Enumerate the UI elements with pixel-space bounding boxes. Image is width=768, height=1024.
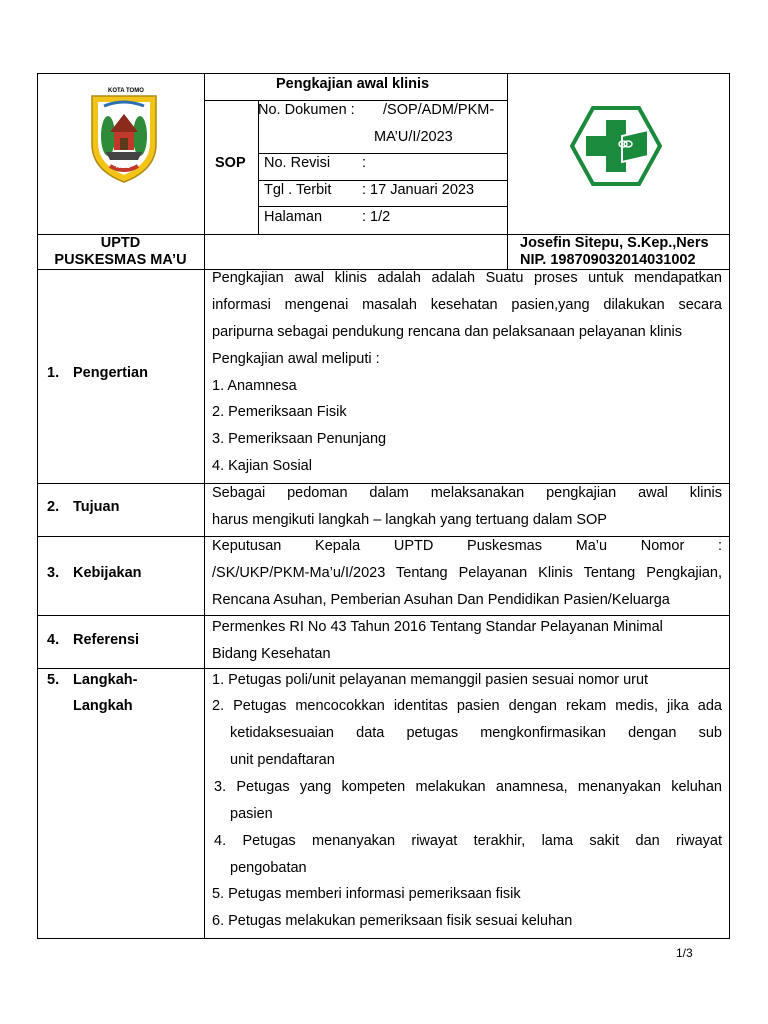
uptd-label: UPTD bbox=[100, 235, 141, 251]
step-2-line-2: ketidaksesuaian data petugas mengkonfirmasikan dengan sub bbox=[230, 725, 722, 741]
page-label: Halaman bbox=[264, 209, 323, 225]
step-6: 6. Petugas melakukan pemeriksaan fisik sesuai keluhan bbox=[212, 913, 573, 929]
doc-number-value-line1: /SOP/ADM/PKM- bbox=[383, 102, 495, 118]
section-5-title-line1: Langkah- bbox=[73, 672, 138, 688]
step-4-line-1: 4. Petugas menanyakan riwayat terakhir, lama sakit dan riwayat bbox=[214, 833, 722, 849]
section-1-title: Pengertian bbox=[73, 365, 148, 381]
revision-label: No. Revisi bbox=[264, 155, 331, 171]
kebijakan-line-2: /SK/UKP/PKM-Ma’u/I/2023 Tentang Pelayanan Klinis Tentang Pengkajian, bbox=[212, 565, 722, 581]
document-title: Pengkajian awal klinis bbox=[276, 76, 430, 92]
pengertian-item: 3. Pemeriksaan Penunjang bbox=[212, 431, 387, 447]
section-3-title: Kebijakan bbox=[73, 565, 142, 581]
emblem-text-bottom: NIAS bbox=[116, 164, 131, 170]
issue-date-value: : 17 Januari 2023 bbox=[362, 182, 475, 198]
pengertian-line-2: informasi mengenai masalah kesehatan pasien,yang dilakukan secara bbox=[212, 297, 722, 313]
section-2-number: 2. bbox=[47, 499, 60, 515]
pengertian-line-1: Pengkajian awal klinis adalah adalah Suatu proses untuk mendapatkan bbox=[212, 270, 722, 286]
puskesmas-logo bbox=[570, 106, 662, 186]
page-value: : 1/2 bbox=[362, 209, 391, 225]
signer-name: Josefin Sitepu, S.Kep.,Ners bbox=[520, 235, 709, 251]
tujuan-line-2: harus mengikuti langkah – langkah yang tertuang dalam SOP bbox=[212, 512, 607, 528]
referensi-line-2: Bidang Kesehatan bbox=[212, 646, 331, 662]
puskesmas-name: PUSKESMAS MA’U bbox=[54, 252, 187, 268]
step-4-line-2: pengobatan bbox=[230, 860, 307, 876]
step-1: 1. Petugas poli/unit pelayanan memanggil pasien sesuai nomor urut bbox=[212, 672, 649, 688]
section-2-title: Tujuan bbox=[73, 499, 120, 515]
pengertian-line-3: paripurna sebagai pendukung rencana dan pelaksanaan pelayanan klinis bbox=[212, 324, 682, 340]
section-4-title: Referensi bbox=[73, 632, 140, 648]
kebijakan-line-1: Keputusan Kepala UPTD Puskesmas Ma’u Nomor : bbox=[212, 538, 722, 554]
pengertian-item: 1. Anamnesa bbox=[212, 378, 297, 394]
step-2-line-3: unit pendaftaran bbox=[230, 752, 335, 768]
step-3-line-2: pasien bbox=[230, 806, 273, 822]
doc-number-label: No. Dokumen : bbox=[258, 102, 355, 118]
emblem-text-top: KOTA TOMO bbox=[108, 88, 144, 94]
page-number: 1/3 bbox=[676, 946, 693, 960]
tujuan-line-1: Sebagai pedoman dalam melaksanakan pengkajian awal klinis bbox=[212, 485, 722, 501]
signer-nip: NIP. 198709032014031002 bbox=[520, 252, 696, 268]
regional-emblem-logo bbox=[84, 86, 164, 186]
pengertian-item: 2. Pemeriksaan Fisik bbox=[212, 404, 347, 420]
step-2-line-1: 2. Petugas mencocokkan identitas pasien dengan rekam medis, jika ada bbox=[212, 698, 722, 714]
referensi-line-1: Permenkes RI No 43 Tahun 2016 Tentang Standar Pelayanan Minimal bbox=[212, 619, 663, 635]
pengertian-item: 4. Kajian Sosial bbox=[212, 458, 312, 474]
step-3-line-1: 3. Petugas yang kompeten melakukan anamnesa, menanyakan keluhan bbox=[214, 779, 722, 795]
section-1-number: 1. bbox=[47, 365, 60, 381]
issue-date-label: Tgl . Terbit bbox=[264, 182, 332, 198]
section-5-title-line2: Langkah bbox=[73, 698, 133, 714]
step-5: 5. Petugas memberi informasi pemeriksaan fisik bbox=[212, 886, 521, 902]
pengertian-intro: Pengkajian awal meliputi : bbox=[212, 351, 380, 367]
kebijakan-line-3: Rencana Asuhan, Pemberian Asuhan Dan Pendidikan Pasien/Keluarga bbox=[212, 592, 670, 608]
section-5-number: 5. bbox=[47, 672, 60, 688]
doc-number-value-line2: MA’U/I/2023 bbox=[374, 129, 453, 145]
section-3-number: 3. bbox=[47, 565, 60, 581]
sop-label: SOP bbox=[215, 155, 246, 171]
section-4-number: 4. bbox=[47, 632, 60, 648]
revision-value: : bbox=[362, 155, 367, 171]
